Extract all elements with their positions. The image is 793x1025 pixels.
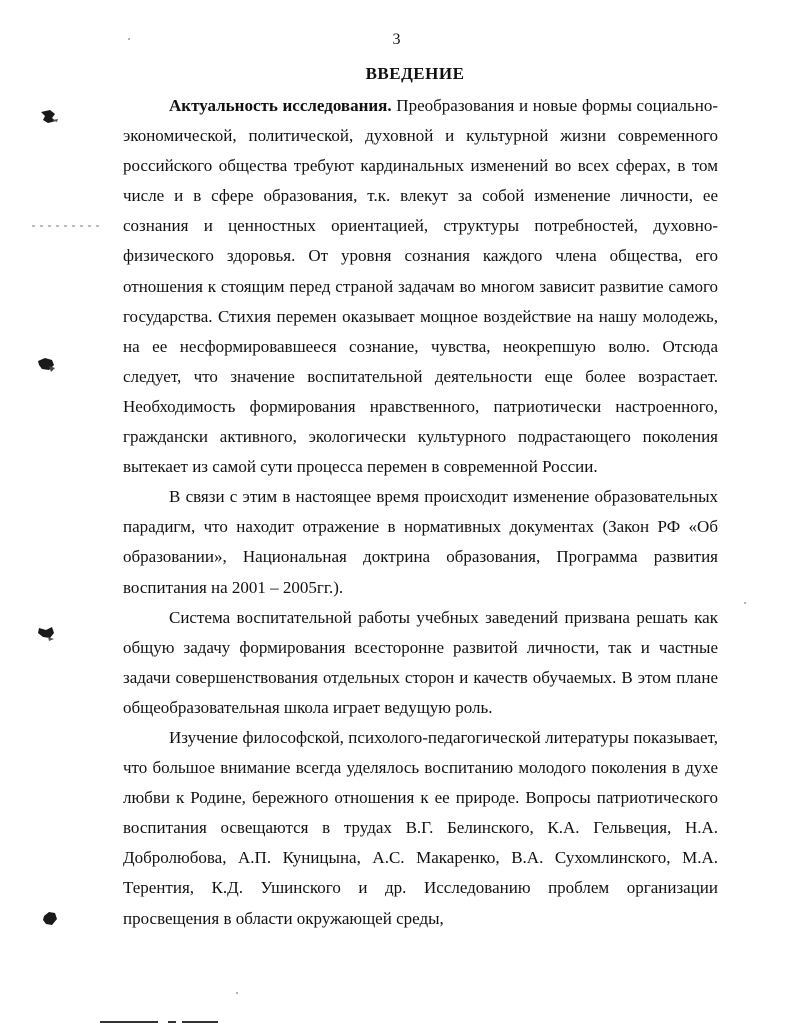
page-number: 3 [392, 31, 401, 48]
binding-hole-mark-3 [36, 625, 52, 641]
bottom-edge-rule [168, 1021, 176, 1023]
section-title: ВВЕДЕНИЕ [365, 64, 465, 83]
paragraph-educational-system: Система воспитательной работы учебных заведений призвана решать как общую задачу формирования всесторонне развитой личности, так и частные задачи совершенствования отдельных сторон и качеств обучаемых. В этом плане общеобразовательная школа играет ведущую роль. [123, 607, 718, 717]
document-body [123, 91, 718, 934]
dust-speck [744, 602, 746, 604]
binding-hole-mark-1 [38, 108, 54, 124]
paragraph-relevance [123, 91, 718, 482]
binding-hole-mark-2 [36, 356, 52, 372]
margin-dash-artifact [32, 225, 102, 227]
paragraph-literature-review: Изучение философской, психолого-педагогической литературы показывает, что большое внимание всегда уделялось воспитанию молодого поколения в духе любви к Родине, бережного отношения к ее природе. Вопросы патриотического воспитания освещаются в трудах В.Г. Белинского, К.А. Гельвеция, Н.А. Добролюбова, А.П. Куницына, А.С. Макаренко, В.А. Сухомлинского, М.А. Терентия, К.Д. Ушинского и др. Исследованию проблем организации просвещения в области окружающей среды, [123, 727, 718, 928]
bottom-edge-rule [182, 1021, 218, 1023]
bottom-edge-rule [100, 1021, 158, 1023]
binding-hole-mark-4 [40, 910, 56, 926]
paragraph-lead-heading: Актуальность исследования. [169, 96, 392, 115]
dust-speck [236, 992, 238, 994]
paragraph-paradigms: В связи с этим в настоящее время происходит изменение образовательных парадигм, что находит отражение в нормативных документах (Закон РФ «Об образовании», Национальная доктрина образования, Программа развития воспитания на 2001 – 2005гг.). [123, 487, 718, 597]
dust-speck [128, 38, 130, 40]
paragraph-text: Преобразования и новые формы социально-экономической, политической, духовной и культурной жизни современного российского общества требуют кардинальных изменений во всех сферах, в том числе и в сфере образования, т.к. влекут за собой изменение личности, ее сознания и ценностных ориентацией, структуры потребностей, духовно-физического здоровья. От уровня сознания каждого члена общества, его отношения к стоящим перед страной задачам во многом зависит развитие самого государства. Стихия перемен оказывает мощное воздействие на нашу молодежь, на ее несформировавшееся сознание, чувства, неокрепшую волю. Отсюда следует, что значение воспитательной деятельности еще более возрастает. Необходимость формирования нравственного, патриотически настроенного, граждански активного, экологически культурного подрастающего поколения вытекает из самой сути процесса перемен в современной России. [123, 96, 718, 477]
